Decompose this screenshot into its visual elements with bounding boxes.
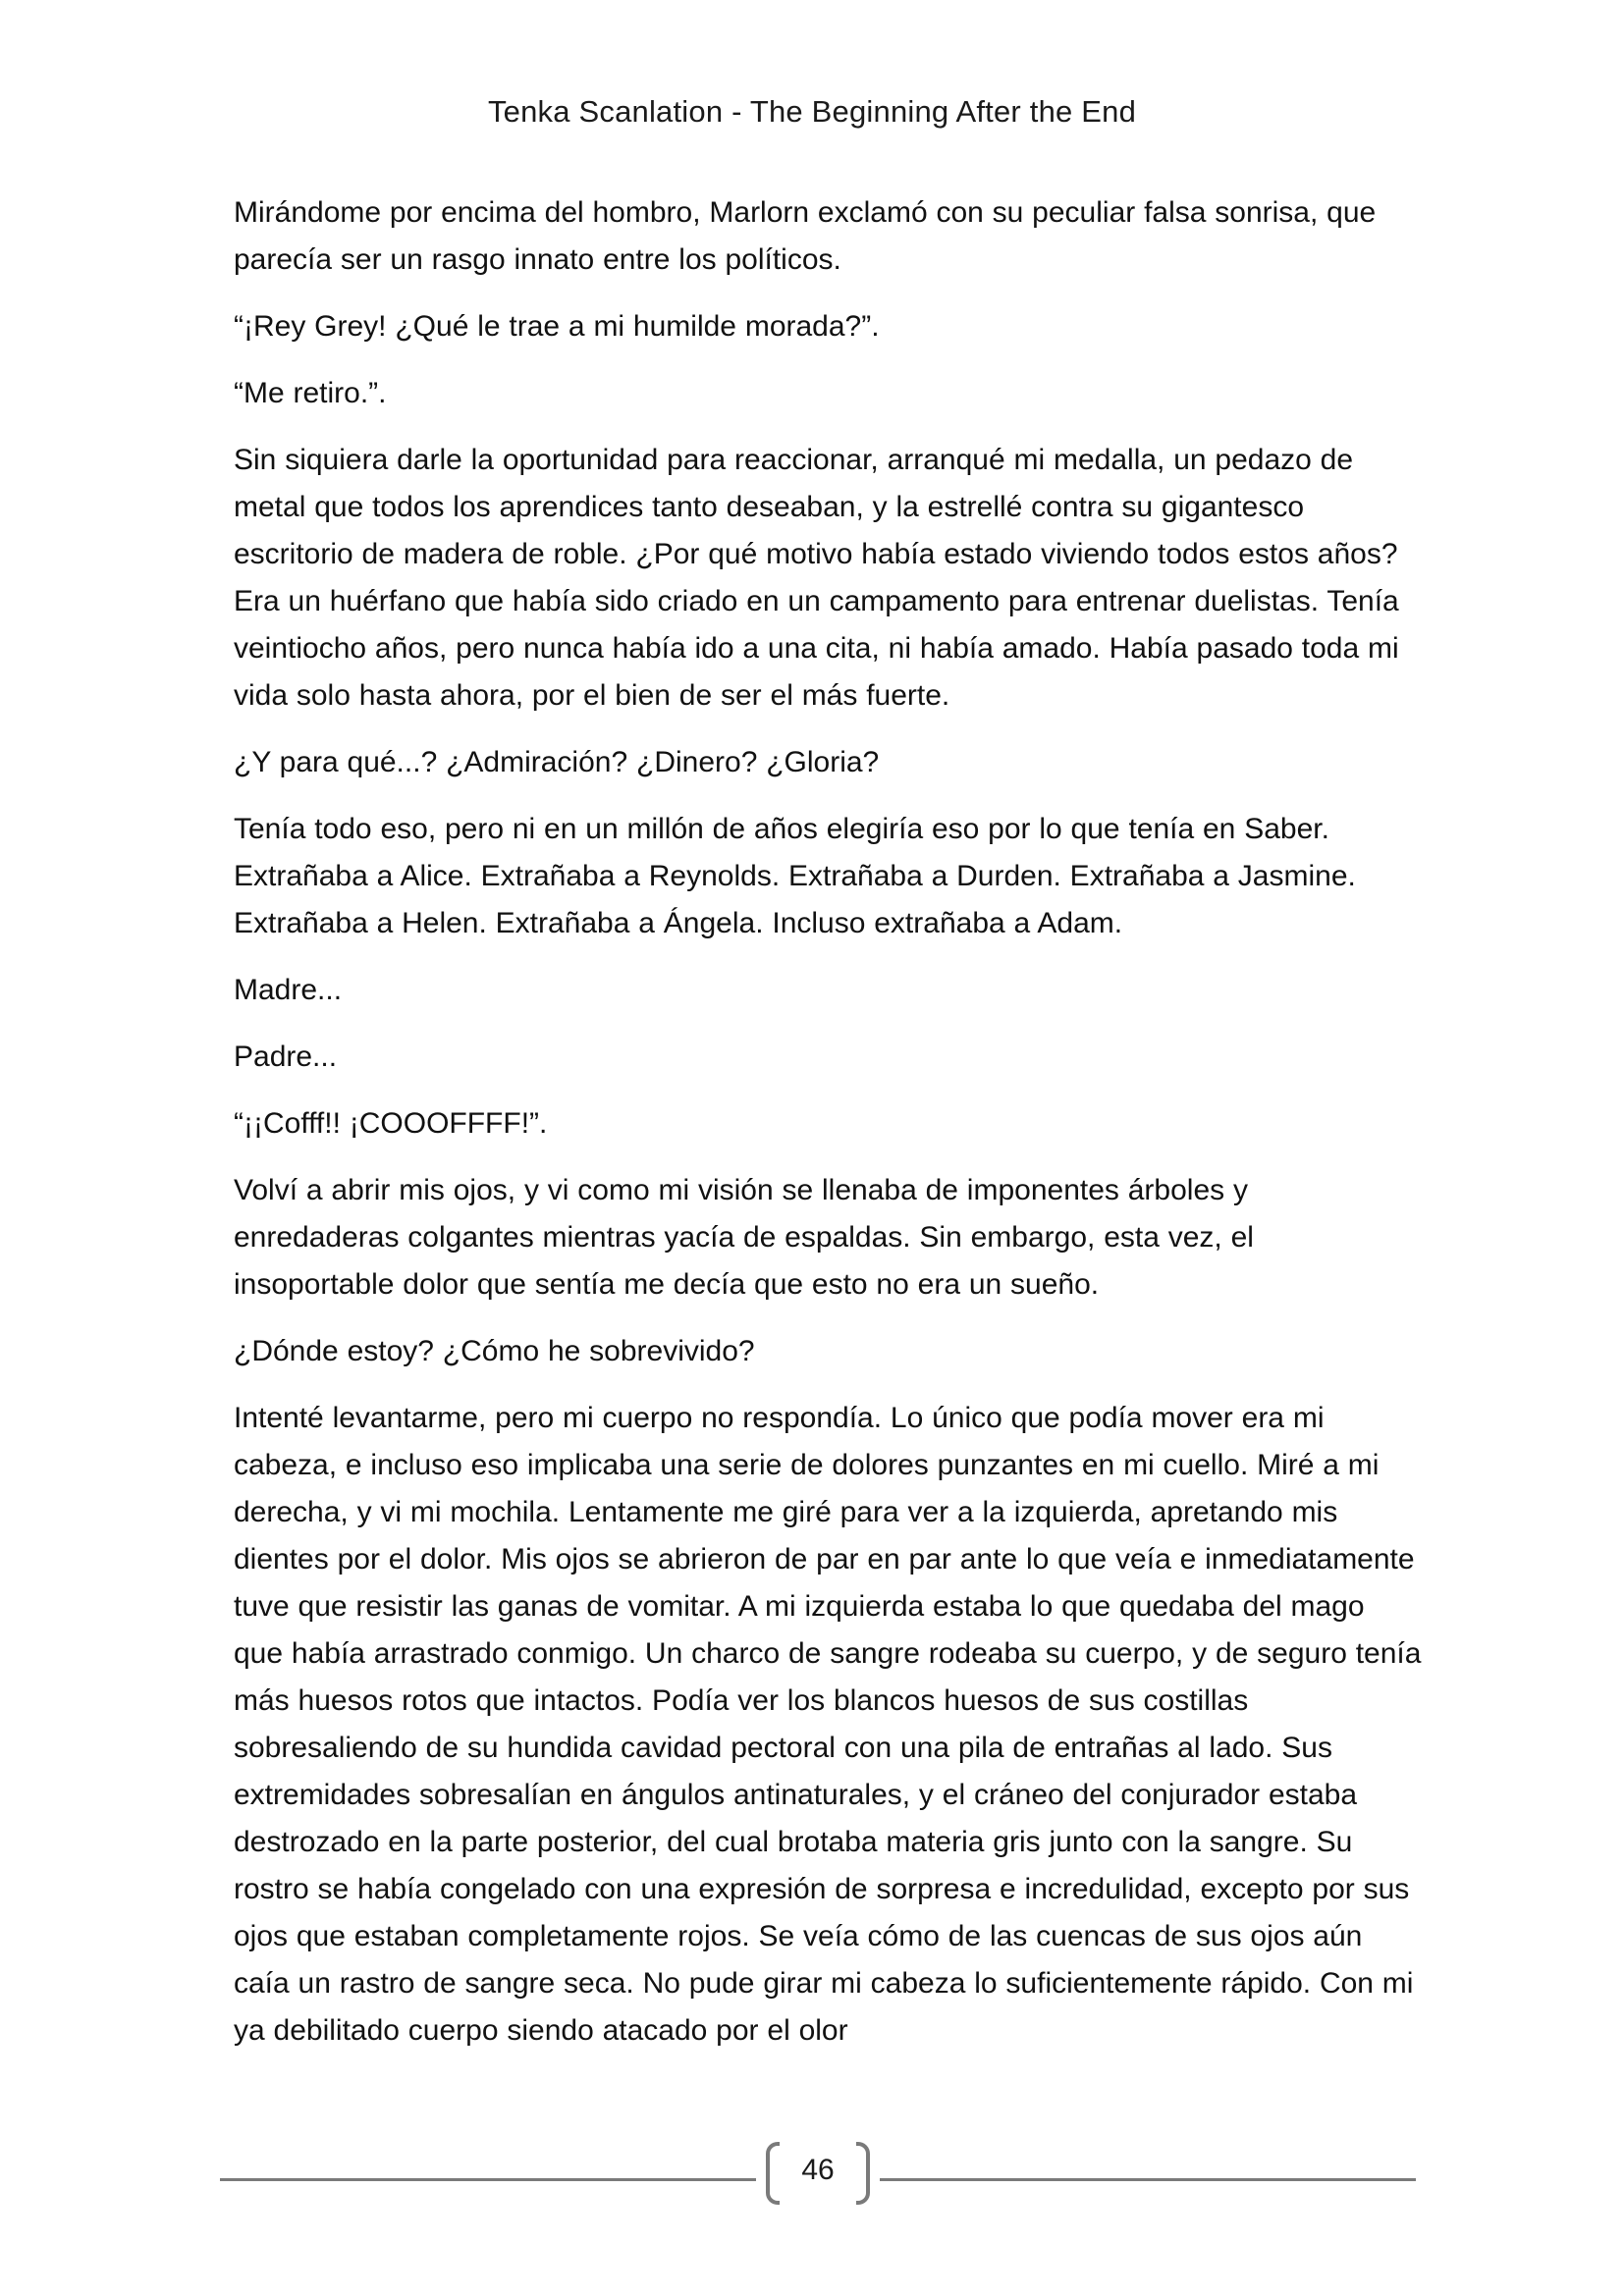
page-footer xyxy=(220,2142,1416,2216)
paragraph-1: Mirándome por encima del hombro, Marlorn exclamó con su peculiar falsa sonrisa, que parecía ser un rasgo innato entre los políticos. xyxy=(234,196,1377,276)
paragraph-5: ¿Y para qué...? ¿Admiración? ¿Dinero? ¿Gloria? xyxy=(234,746,880,778)
paragraph-6: Tenía todo eso, pero ni en un millón de años elegiría eso por lo que tenía en Saber. Extrañaba a Alice. Extrañaba a Reynolds. Extrañaba a Durden. Extrañaba a Jasmine. Extrañaba a Helen. Extrañaba a Ángela. Incluso extrañaba a Adam. xyxy=(234,813,1356,939)
paragraph-4: Sin siquiera darle la oportunidad para reaccionar, arranqué mi medalla, un pedazo de metal que todos los aprendices tanto deseaban, y la estrellé contra su gigantesco escritorio de madera de roble. ¿Por qué motivo había estado viviendo todos estos años? Era un huérfano que había sido criado en un campamento para entrenar duelistas. Tenía veintiocho años, pero nunca había ido a una cita, ni había amado. Había pasado toda mi vida solo hasta ahora, por el bien de ser el más fuerte. xyxy=(234,444,1399,712)
paragraph-11: ¿Dónde estoy? ¿Cómo he sobrevivido? xyxy=(234,1335,755,1367)
paragraph-8: Padre... xyxy=(234,1041,338,1073)
document-body xyxy=(234,189,1422,2074)
paragraph-3: “Me retiro.”. xyxy=(234,377,387,409)
right-bracket-icon xyxy=(856,2142,870,2205)
footer-rule-left xyxy=(220,2178,756,2181)
page-header: Tenka Scanlation - The Beginning After the End xyxy=(487,94,1137,129)
paragraph-10: Volví a abrir mis ojos, y vi como mi visión se llenaba de imponentes árboles y enredaderas colgantes mientras yacía de espaldas. Sin embargo, esta vez, el insoportable dolor que sentía me decía que esto no era un sueño. xyxy=(234,1174,1254,1301)
paragraph-2: “¡Rey Grey! ¿Qué le trae a mi humilde morada?”. xyxy=(234,310,880,343)
paragraph-9: “¡¡Cofff!! ¡COOOFFFF!”. xyxy=(234,1107,548,1140)
footer-rule-right xyxy=(880,2178,1416,2181)
left-bracket-icon xyxy=(766,2142,780,2205)
paragraph-7: Madre... xyxy=(234,974,343,1006)
page-number: 46 xyxy=(801,2154,835,2186)
paragraph-12: Intenté levantarme, pero mi cuerpo no respondía. Lo único que podía mover era mi cabeza, e incluso eso implicaba una serie de dolores punzantes en mi cuello. Miré a mi derecha, y vi mi mochila. Lentamente me giré para ver a la izquierda, apretando mis dientes por el dolor. Mis ojos se abrieron de par en par ante lo que veía e inmediatamente tuve que resistir las ganas de vomitar. A mi izquierda estaba lo que quedaba del mago que había arrastrado conmigo. Un charco de sangre rodeaba su cuerpo, y de seguro tenía más huesos rotos que intactos. Podía ver los blancos huesos de sus costillas sobresaliendo de su hundida cavidad pectoral con una pila de entrañas al lado. Sus extremidades sobresalían en ángulos antinaturales, y el cráneo del conjurador estaba destrozado en la parte posterior, del cual brotaba materia gris junto con la sangre. Su rostro se había congelado con una expresión de sorpresa e incredulidad, excepto por sus ojos que estaban completamente rojos. Se veía cómo de las cuencas de sus ojos aún caía un rastro de sangre seca. No pude girar mi cabeza lo suficientemente rápido. Con mi ya debilitado cuerpo siendo atacado por el olor xyxy=(234,1402,1422,2047)
